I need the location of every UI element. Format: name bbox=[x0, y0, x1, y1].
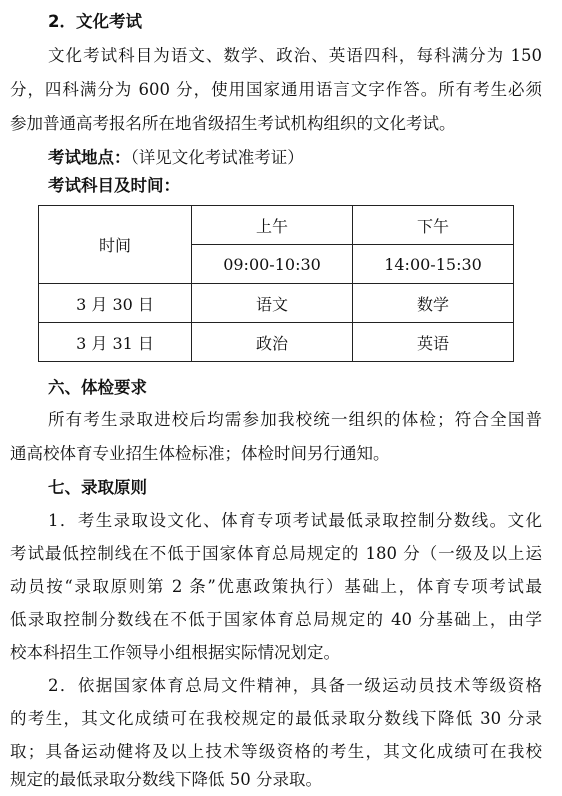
paragraph-line: 动员按“录取原则第 2 条”优惠政策执行）基础上，体育专项考试最 bbox=[10, 577, 542, 596]
section-heading-culture-exam: 2．文化考试 bbox=[48, 12, 142, 31]
paragraph-line: 通高校体育专业招生体检标准；体检时间另行通知。 bbox=[10, 444, 390, 463]
am-header-cell: 上午 bbox=[192, 206, 353, 245]
paragraph-line: 低录取控制分数线在不低于国家体育总局规定的 40 分基础上，由学 bbox=[10, 610, 542, 629]
date-cell: 3 月 30 日 bbox=[39, 284, 192, 323]
paragraph-line: 取；具备运动健将及以上技术等级资格的考生，其文化成绩可在我校 bbox=[10, 742, 542, 761]
paragraph-line: 的考生，其文化成绩可在我校规定的最低录取分数线下降低 30 分录 bbox=[10, 709, 542, 728]
paragraph-line: 1．考生录取设文化、体育专项考试最低录取控制分数线。文化 bbox=[48, 511, 542, 530]
pm-subject-cell: 数学 bbox=[353, 284, 514, 323]
time-header-cell: 时间 bbox=[39, 206, 192, 284]
paragraph-line: 所有考生录取进校后均需参加我校统一组织的体检；符合全国普 bbox=[48, 410, 542, 429]
table-row bbox=[39, 284, 514, 323]
am-time-cell: 09:00-10:30 bbox=[192, 245, 353, 284]
exam-schedule-table bbox=[38, 205, 514, 362]
section-heading-admission: 七、录取原则 bbox=[48, 478, 147, 497]
table-row bbox=[39, 323, 514, 362]
paragraph-line: 考试最低控制线在不低于国家体育总局规定的 180 分（一级及以上运 bbox=[10, 544, 542, 563]
paragraph-line: 校本科招生工作领导小组根据实际情况划定。 bbox=[10, 643, 340, 662]
paragraph-line: 规定的最低录取分数线下降低 50 分录取。 bbox=[10, 770, 322, 789]
paragraph-line: 2．依据国家体育总局文件精神，具备一级运动员技术等级资格 bbox=[48, 676, 542, 695]
paragraph-line: 分，四科满分为 600 分，使用国家通用语言文字作答。所有考生必须 bbox=[10, 80, 542, 99]
subjects-label: 考试科目及时间： bbox=[48, 176, 180, 195]
section-heading-physical-exam: 六、体检要求 bbox=[48, 378, 147, 397]
paragraph-line: 参加普通高考报名所在地省级招生考试机构组织的文化考试。 bbox=[10, 114, 456, 133]
location-label: 考试地点： bbox=[48, 148, 131, 167]
pm-header-cell: 下午 bbox=[353, 206, 514, 245]
pm-subject-cell: 英语 bbox=[353, 323, 514, 362]
location-value: （详见文化考试准考证） bbox=[130, 148, 304, 167]
location-row bbox=[48, 148, 304, 168]
am-subject-cell: 政治 bbox=[192, 323, 353, 362]
paragraph-line: 文化考试科目为语文、数学、政治、英语四科，每科满分为 150 bbox=[48, 46, 542, 65]
table-row bbox=[39, 206, 514, 245]
am-subject-cell: 语文 bbox=[192, 284, 353, 323]
pm-time-cell: 14:00-15:30 bbox=[353, 245, 514, 284]
date-cell: 3 月 31 日 bbox=[39, 323, 192, 362]
